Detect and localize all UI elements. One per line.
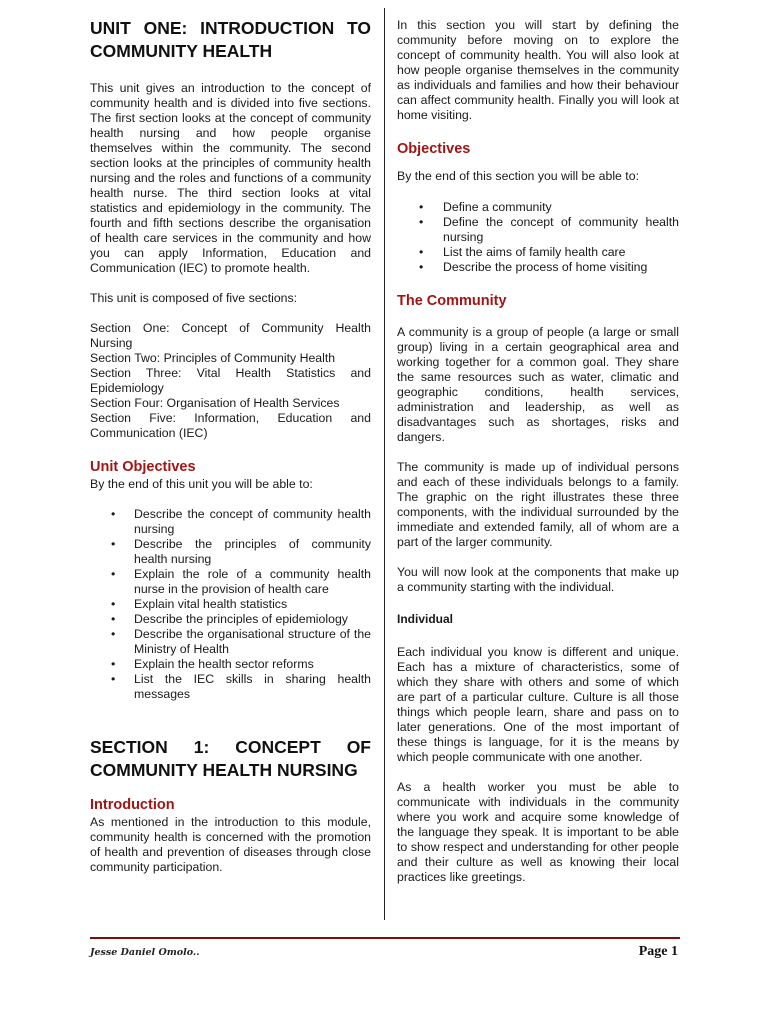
column-divider <box>384 8 385 920</box>
introduction-paragraph: As mentioned in the introduction to this module, community health is concerned with the promotion of health and prevention of diseases through close community participation. <box>90 815 371 874</box>
objectives-list <box>397 200 679 275</box>
list-item: • Define the concept of community health nursing <box>397 215 679 245</box>
sections-intro: This unit is composed of five sections: <box>90 291 298 305</box>
list-item: • Describe the process of home visiting <box>397 260 679 275</box>
community-paragraph-2: The community is made up of individual persons and each of these individuals belongs to a family. The graphic on the right illustrates these three components, with the individual surrounded by the immediate and extended family, all of whom are a part of the larger community. <box>397 460 679 549</box>
community-paragraph-3: You will now look at the components that make up a community starting with the individual. <box>397 565 679 594</box>
unit-objectives-intro: By the end of this unit you will be able to: <box>90 477 313 491</box>
section-item: Section Two: Principles of Community Health <box>90 351 336 365</box>
section-item: Section Four: Organisation of Health Services <box>90 396 340 410</box>
unit-title <box>90 17 371 63</box>
list-item: • List the aims of family health care <box>397 245 679 260</box>
objectives-intro: By the end of this section you will be able to: <box>397 169 639 183</box>
unit-objectives-list <box>90 507 371 702</box>
individual-paragraph-2: As a health worker you must be able to communicate with individuals in the community where you work and acquire some knowledge of the language they speak. It is important to be able to show respect and understanding for other people and their culture as well as knowing their local practices like greetings. <box>397 780 679 884</box>
introduction-heading: Introduction <box>90 797 175 813</box>
list-item: • Explain the role of a community health nurse in the provision of health care <box>90 567 371 597</box>
section1-title <box>90 736 371 782</box>
list-item: • Explain the health sector reforms <box>90 657 371 672</box>
right-column <box>397 18 679 885</box>
section-opening-paragraph: In this section you will start by defining the community before moving on to explore the concept of community health. You will also look at how people organise themselves in the community as individuals and families and how their behaviour can affect community health. Finally you will look at home visiting. <box>397 18 679 122</box>
community-paragraph-1: A community is a group of people (a large or small group) living in a certain geographical area and working together for a common goal. They share the same resources such as water, climatic and geographic conditions, health services, administration and leadership, as well as disadvantages such as shortages, risks and dangers. <box>397 325 679 444</box>
list-item: • List the IEC skills in sharing health messages <box>90 672 371 702</box>
unit-intro-paragraph: This unit gives an introduction to the concept of community health and is divided into five sections. The first section looks at the concept of community health nursing and how people organise themselves within the community. The second section looks at the principles of community health nursing and the roles and functions of a community health nurse. The third section looks at vital statistics and epidemiology in the community. The fourth and fifth sections describe the organisation of health care services in the community and how you can apply Information, Education and Communication (IEC) to promote health. <box>90 81 371 275</box>
objectives-heading: Objectives <box>397 141 471 157</box>
section-item: Section Five: Information, Education and Communication (IEC) <box>90 411 371 440</box>
section1-title-line1: SECTION 1: CONCEPT OF <box>90 737 371 757</box>
unit-title-line1: UNIT ONE: INTRODUCTION TO <box>90 18 371 38</box>
footer-author: Jesse Daniel Omolo.. <box>90 947 200 958</box>
individual-heading: Individual <box>397 612 454 626</box>
individual-paragraph-1: Each individual you know is different and unique. Each has a mixture of characteristics, some of which they share with others and some of which are part of a particular culture. Culture is all those things which people learn, share and pass on to later generations. One of the most important of these things is language, for it is the means by which people communicate with one another. <box>397 645 679 764</box>
unit-title-line2: COMMUNITY HEALTH <box>90 41 273 61</box>
unit-objectives-heading: Unit Objectives <box>90 459 196 475</box>
list-item: • Explain vital health statistics <box>90 597 371 612</box>
list-item: • Describe the principles of epidemiology <box>90 612 371 627</box>
list-item: • Describe the concept of community health nursing <box>90 507 371 537</box>
list-item: • Describe the organisational structure of the Ministry of Health <box>90 627 371 657</box>
section-item: Section One: Concept of Community Health Nursing <box>90 321 371 350</box>
section1-title-line2: COMMUNITY HEALTH NURSING <box>90 760 358 780</box>
list-item: • Describe the principles of community health nursing <box>90 537 371 567</box>
community-heading: The Community <box>397 293 507 309</box>
sections-list <box>90 321 371 441</box>
section-item: Section Three: Vital Health Statistics and Epidemiology <box>90 366 371 395</box>
list-item: • Define a community <box>397 200 679 215</box>
left-column <box>90 14 371 875</box>
page-number: Page 1 <box>638 944 678 959</box>
footer-rule <box>90 937 680 939</box>
